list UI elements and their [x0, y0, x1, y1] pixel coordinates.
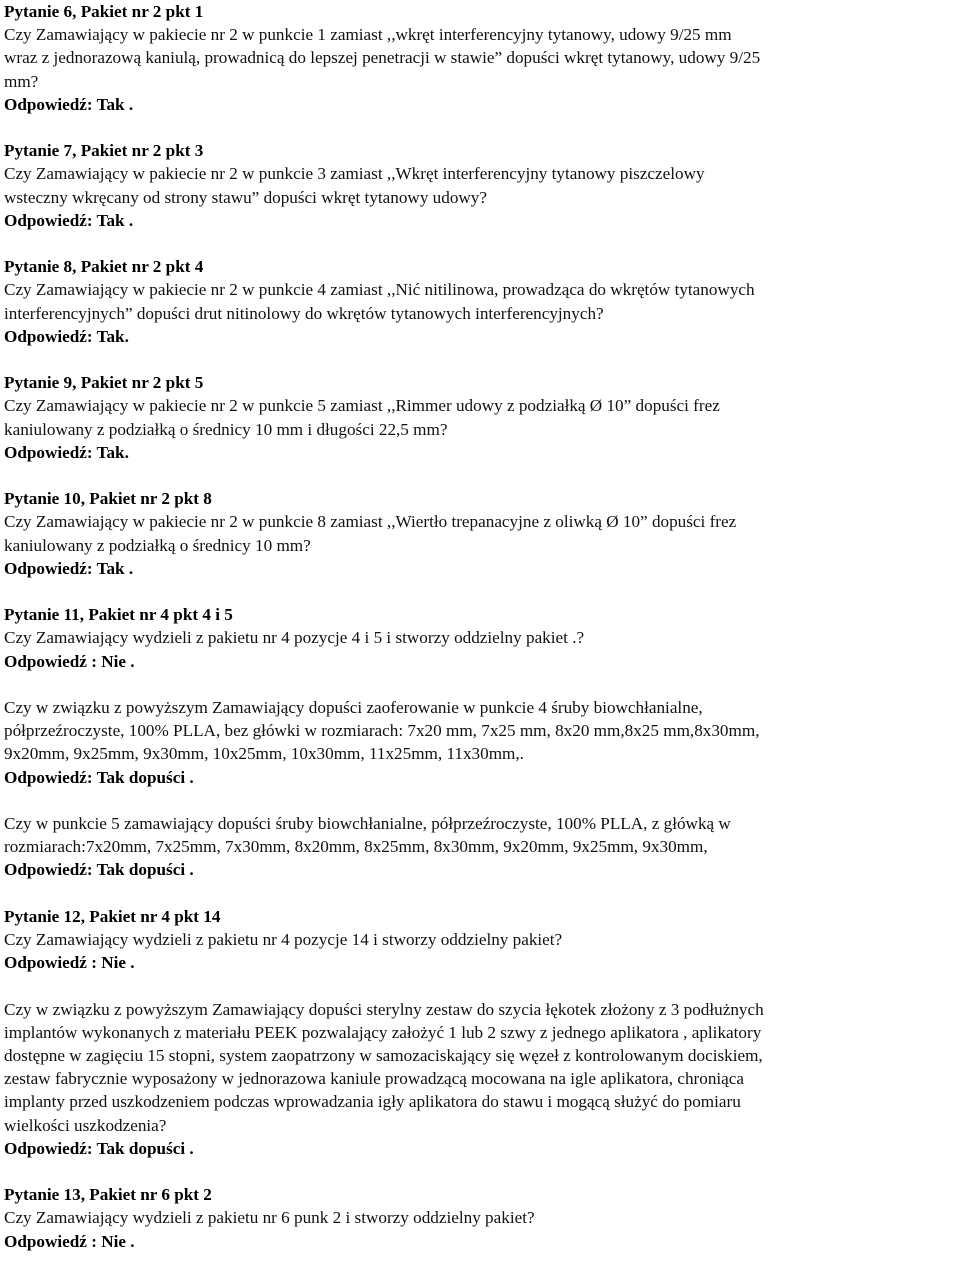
answer-text: Odpowiedź: Tak dopuści .	[4, 860, 194, 880]
question-block	[4, 905, 956, 975]
question-block	[4, 487, 956, 580]
answer-text: Odpowiedź: Tak .	[4, 210, 134, 230]
answer-text: Odpowiedź : Nie .	[4, 1231, 135, 1251]
question-heading: Pytanie 13, Pakiet nr 6 pkt 2	[4, 1185, 212, 1205]
paragraph-gap	[4, 974, 956, 997]
question-heading: Pytanie 12, Pakiet nr 4 pkt 14	[4, 906, 221, 926]
question-text-line: implanty przed uszkodzeniem podczas wprowadzania igły aplikatora do stawu i mogącą służyć do pomiaru	[4, 1092, 741, 1112]
question-heading: Pytanie 11, Pakiet nr 4 pkt 4 i 5	[4, 605, 233, 625]
paragraph-gap	[4, 232, 956, 255]
question-text-line: Czy w związku z powyższym Zamawiający dopuści zaoferowanie w punkcie 4 śruby biowchłanialne,	[4, 698, 703, 717]
paragraph-gap	[4, 116, 956, 139]
question-text-line: półprzeźroczyste, 100% PLLA, bez główki w rozmiarach: 7x20 mm, 7x25 mm, 8x20 mm,8x25 mm,8x30mm,	[4, 721, 760, 741]
question-text-line: kaniulowany z podziałką o średnicy 10 mm i długości 22,5 mm?	[4, 419, 448, 439]
question-block	[4, 998, 956, 1160]
question-text-line: wsteczny wkręcany od strony stawu” dopuści wkręt tytanowy udowy?	[4, 187, 487, 207]
question-text-line: wraz z jednorazową kaniulą, prowadnicą do lepszej penetracji w stawie” dopuści wkręt tytanowy, udowy 9/25	[4, 48, 761, 68]
question-text-line: Czy Zamawiający wydzieli z pakietu nr 4 pozycje 14 i stworzy oddzielny pakiet?	[4, 930, 563, 949]
answer-text: Odpowiedź : Nie .	[4, 651, 135, 671]
question-text-line: rozmiarach:7x20mm, 7x25mm, 7x30mm, 8x20mm, 8x25mm, 8x30mm, 9x20mm, 9x25mm, 9x30mm,	[4, 837, 708, 857]
question-text-line: Czy Zamawiający w pakiecie nr 2 w punkcie 4 zamiast ,,Nić nitilinowa, prowadząca do wkrętów tytanowych	[4, 280, 755, 300]
question-text-line: kaniulowany z podziałką o średnicy 10 mm?	[4, 535, 311, 555]
question-text-line: Czy Zamawiający w pakiecie nr 2 w punkcie 8 zamiast ,,Wiertło trepanacyjne z oliwką Ø 10” dopuści frez	[4, 512, 737, 532]
answer-text: Odpowiedź: Tak.	[4, 442, 129, 462]
question-block	[4, 696, 956, 789]
paragraph-gap	[4, 1160, 956, 1183]
question-text-line: mm?	[4, 71, 39, 91]
paragraph-gap	[4, 464, 956, 487]
question-block	[4, 139, 956, 232]
question-text-line: Czy Zamawiający w pakiecie nr 2 w punkcie 1 zamiast ,,wkręt interferencyjny tytanowy, udowy 9/25 mm	[4, 25, 732, 45]
answer-text: Odpowiedź : Nie .	[4, 953, 135, 973]
document-body	[4, 0, 956, 1253]
question-text-line: dostępne w zagięciu 15 stopni, system zaopatrzony w samozaciskający się węzeł z kontrolowanym dociskiem,	[4, 1046, 763, 1065]
question-heading: Pytanie 8, Pakiet nr 2 pkt 4	[4, 257, 204, 277]
question-block	[4, 812, 956, 882]
question-text-line: Czy Zamawiający w pakiecie nr 2 w punkcie 3 zamiast ,,Wkręt interferencyjny tytanowy piszczelowy	[4, 164, 705, 184]
answer-text: Odpowiedź: Tak dopuści .	[4, 767, 194, 787]
question-heading: Pytanie 7, Pakiet nr 2 pkt 3	[4, 141, 204, 161]
answer-text: Odpowiedź: Tak dopuści .	[4, 1138, 194, 1158]
question-block	[4, 1183, 956, 1253]
paragraph-gap	[4, 348, 956, 371]
question-text-line: Czy w punkcie 5 zamawiający dopuści śruby biowchłanialne, półprzeźroczyste, 100% PLLA, z główką w	[4, 814, 731, 833]
question-heading: Pytanie 6, Pakiet nr 2 pkt 1	[4, 2, 204, 21]
question-text-line: Czy Zamawiający wydzieli z pakietu nr 6 punk 2 i stworzy oddzielny pakiet?	[4, 1208, 535, 1228]
paragraph-gap	[4, 580, 956, 603]
answer-text: Odpowiedź: Tak.	[4, 326, 129, 346]
question-text-line: zestaw fabrycznie wyposażony w jednorazowa kaniule prowadzącą mocowana na igle aplikatora, chroniąca	[4, 1069, 745, 1089]
question-block	[4, 603, 956, 673]
answer-text: Odpowiedź: Tak .	[4, 558, 134, 578]
question-heading: Pytanie 9, Pakiet nr 2 pkt 5	[4, 373, 204, 393]
answer-text: Odpowiedź: Tak .	[4, 94, 134, 114]
paragraph-gap	[4, 882, 956, 905]
question-block	[4, 371, 956, 464]
question-heading: Pytanie 10, Pakiet nr 2 pkt 8	[4, 489, 212, 509]
question-text-line: Czy Zamawiający w pakiecie nr 2 w punkcie 5 zamiast ,,Rimmer udowy z podziałką Ø 10” dopuści frez	[4, 396, 720, 416]
question-text-line: Czy Zamawiający wydzieli z pakietu nr 4 pozycje 4 i 5 i stworzy oddzielny pakiet .?	[4, 628, 585, 648]
question-text-line: 9x20mm, 9x25mm, 9x30mm, 10x25mm, 10x30mm, 11x25mm, 11x30mm,.	[4, 744, 524, 764]
question-text-line: Czy w związku z powyższym Zamawiający dopuści sterylny zestaw do szycia łękotek złożony z 3 podłużnych	[4, 999, 764, 1019]
question-block	[4, 0, 956, 116]
question-block	[4, 255, 956, 348]
paragraph-gap	[4, 673, 956, 696]
paragraph-gap	[4, 789, 956, 812]
question-text-line: wielkości uszkodzenia?	[4, 1115, 167, 1135]
question-text-line: interferencyjnych” dopuści drut nitinolowy do wkrętów tytanowych interferencyjnych?	[4, 303, 604, 323]
question-text-line: implantów wykonanych z materiału PEEK pozwalający założyć 1 lub 2 szwy z jednego aplikatora , aplikatory	[4, 1022, 762, 1042]
